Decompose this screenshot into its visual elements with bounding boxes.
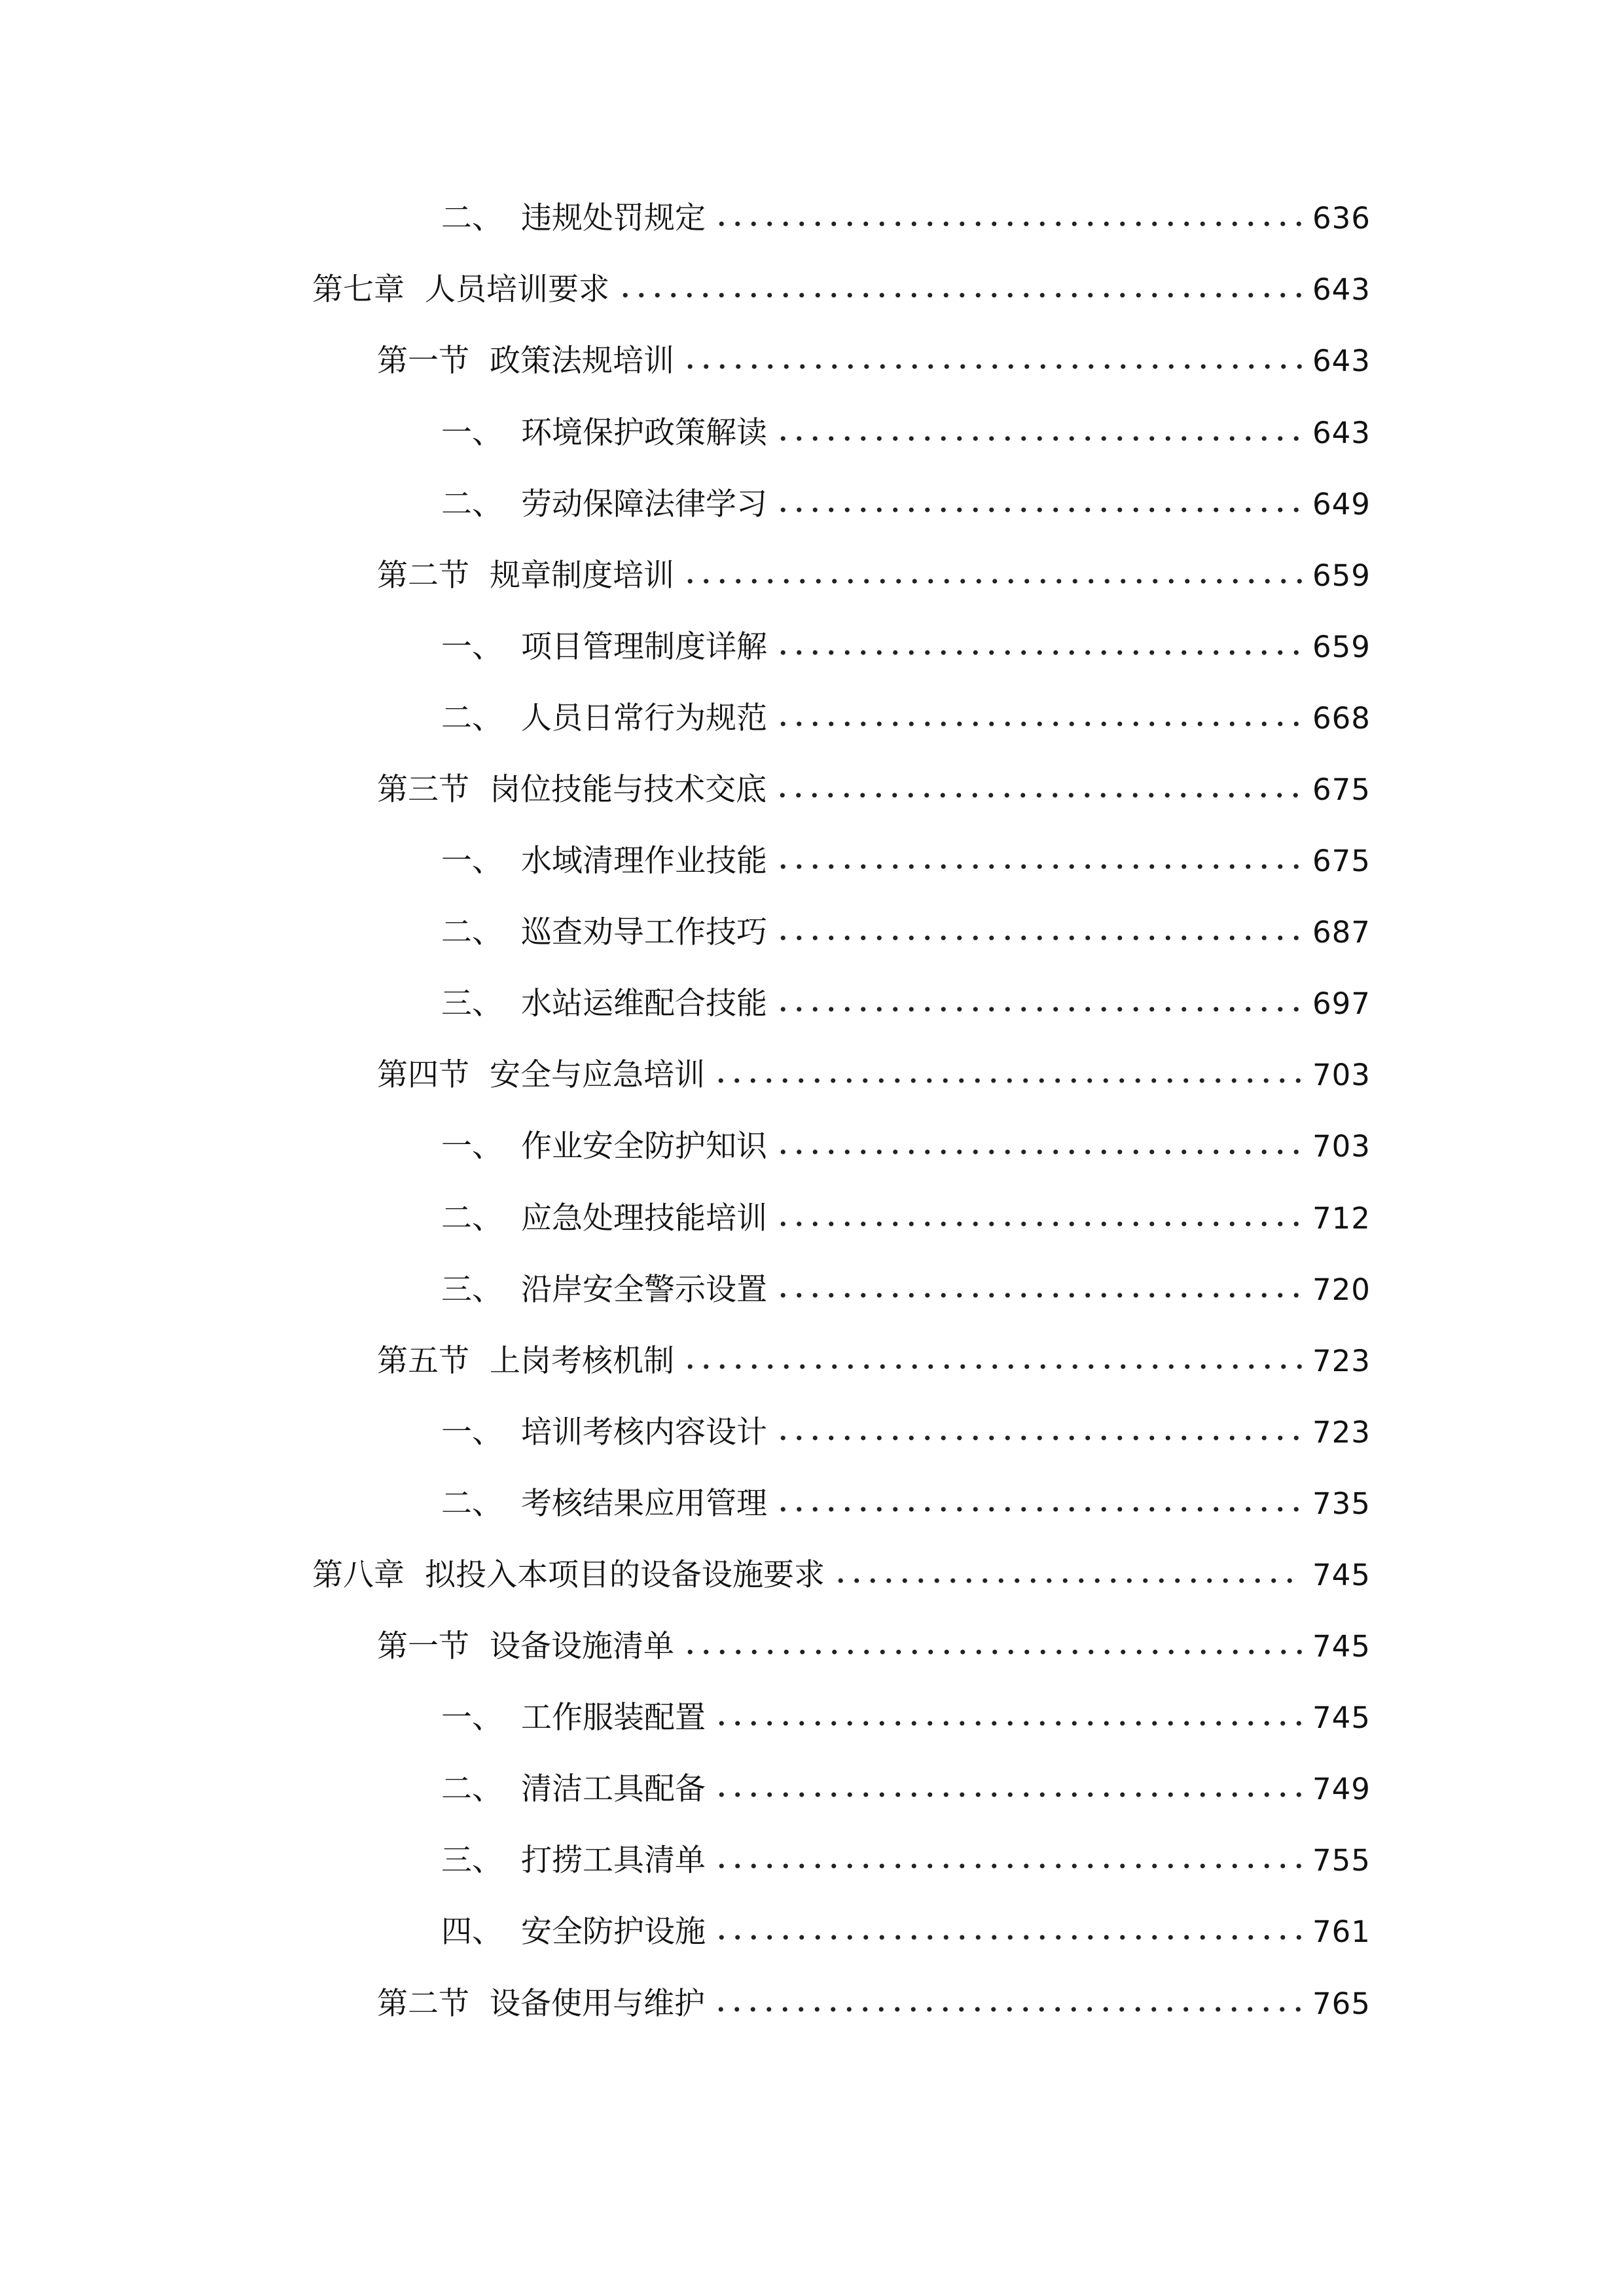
toc-entry-title: 设备设施清单 <box>490 1628 674 1664</box>
toc-entry-page: 755 <box>1312 1843 1371 1878</box>
dot-leader <box>775 906 1303 959</box>
dot-leader <box>775 407 1303 459</box>
toc-entry-title: 人员培训要求 <box>425 272 609 308</box>
dot-leader <box>713 1049 1303 1102</box>
toc-entry-number: 第二节 <box>377 1986 469 2022</box>
toc-entry[interactable] <box>441 835 1371 888</box>
toc-entry-number: 一、 <box>441 415 503 451</box>
toc-entry-number: 第五节 <box>377 1343 469 1379</box>
toc-entry-page: 659 <box>1312 558 1371 593</box>
dot-leader <box>682 1621 1303 1673</box>
toc-entry-number: 二、 <box>441 1200 503 1236</box>
toc-entry-title: 违规处罚规定 <box>521 200 706 236</box>
dot-leader <box>775 692 1303 745</box>
toc-entry-number: 第七章 <box>312 272 405 308</box>
toc-entry[interactable] <box>312 264 1371 316</box>
toc-entry-title: 安全防护设施 <box>521 1914 706 1950</box>
toc-entry-page: 745 <box>1312 1629 1371 1664</box>
toc-entry-page: 659 <box>1312 630 1371 664</box>
dot-leader <box>833 1549 1303 1602</box>
toc-entry-page: 687 <box>1312 915 1371 950</box>
dot-leader <box>682 335 1303 387</box>
toc-entry-title: 劳动保障法律学习 <box>521 486 767 522</box>
toc-entry-number: 一、 <box>441 629 503 665</box>
toc-entry-page: 643 <box>1312 272 1371 307</box>
toc-entry-title: 清洁工具配备 <box>521 1771 706 1807</box>
toc-entry-page: 749 <box>1312 1772 1371 1806</box>
dot-leader <box>713 1763 1303 1816</box>
toc-entry-number: 第四节 <box>377 1057 469 1093</box>
toc-entry-title: 水域清理作业技能 <box>521 843 767 879</box>
toc-entry-title: 设备使用与维护 <box>490 1986 705 2022</box>
toc-entry-page: 668 <box>1312 701 1371 736</box>
dot-leader <box>682 1335 1303 1388</box>
toc-entry-number: 二、 <box>441 486 503 522</box>
toc-entry-title: 安全与应急培训 <box>490 1057 705 1093</box>
toc-entry[interactable] <box>377 550 1371 602</box>
toc-entry-title: 作业安全防护知识 <box>521 1128 767 1164</box>
toc-entry-page: 712 <box>1312 1201 1371 1236</box>
toc-entry-page: 649 <box>1312 487 1371 522</box>
toc-entry-page: 720 <box>1312 1272 1371 1307</box>
dot-leader <box>713 1835 1303 1887</box>
dot-leader <box>775 478 1303 531</box>
toc-entry-page: 643 <box>1312 416 1371 450</box>
toc-entry[interactable] <box>441 906 1371 959</box>
toc-entry[interactable] <box>441 1692 1371 1744</box>
toc-entry-title: 考核结果应用管理 <box>521 1486 767 1522</box>
toc-entry-title: 打捞工具清单 <box>521 1842 706 1878</box>
toc-entry-number: 第一节 <box>377 1628 469 1664</box>
dot-leader <box>713 1692 1303 1744</box>
toc-entry-page: 675 <box>1312 772 1371 807</box>
toc-entry-number: 一、 <box>441 1128 503 1164</box>
toc-entry-title: 环境保护政策解读 <box>521 415 767 451</box>
toc-entry[interactable] <box>377 1049 1371 1102</box>
toc-entry-page: 703 <box>1312 1058 1371 1092</box>
toc-entry-number: 一、 <box>441 1700 503 1736</box>
toc-entry-number: 第八章 <box>312 1557 405 1593</box>
dot-leader <box>775 1193 1303 1245</box>
dot-leader <box>713 192 1303 245</box>
toc-entry-page: 697 <box>1312 986 1371 1021</box>
toc-entry-number: 第二节 <box>377 558 469 594</box>
toc-entry-number: 一、 <box>441 843 503 879</box>
dot-leader <box>774 764 1303 816</box>
toc-entry[interactable] <box>441 1121 1371 1173</box>
dot-leader <box>713 1906 1303 1958</box>
toc-entry-page: 765 <box>1312 1986 1371 2021</box>
toc-entry-title: 岗位技能与技术交底 <box>490 772 767 808</box>
toc-entry[interactable] <box>377 1621 1371 1673</box>
toc-entry-number: 二、 <box>441 700 503 736</box>
toc-entry-page: 636 <box>1312 201 1371 236</box>
toc-entry-title: 培训考核内容设计 <box>521 1414 767 1450</box>
toc-entry-page: 723 <box>1312 1415 1371 1450</box>
toc-entry-number: 二、 <box>441 914 503 950</box>
toc-entry[interactable] <box>377 1335 1371 1388</box>
toc-entry-number: 三、 <box>441 1842 503 1878</box>
toc-entry-number: 第三节 <box>377 772 469 808</box>
toc-entry[interactable] <box>312 1549 1371 1602</box>
toc-entry[interactable] <box>441 1835 1371 1887</box>
toc-entry[interactable] <box>441 1906 1371 1958</box>
toc-entry[interactable] <box>377 764 1371 816</box>
toc-entry[interactable] <box>441 978 1371 1030</box>
toc-entry-title: 沿岸安全警示设置 <box>521 1272 767 1308</box>
toc-entry[interactable] <box>441 407 1371 459</box>
toc-entry-page: 735 <box>1312 1486 1371 1521</box>
toc-entry-page: 643 <box>1312 344 1371 378</box>
toc-entry-number: 第一节 <box>377 343 469 379</box>
toc-entry[interactable] <box>441 1478 1371 1530</box>
dot-leader <box>775 621 1303 673</box>
dot-leader <box>775 1478 1303 1530</box>
toc-entry-title: 巡查劝导工作技巧 <box>521 914 767 950</box>
toc-entry[interactable] <box>441 621 1371 673</box>
toc-entry[interactable] <box>441 1193 1371 1245</box>
dot-leader <box>775 1407 1303 1459</box>
toc-entry[interactable] <box>441 478 1371 531</box>
toc-entry-title: 拟投入本项目的设备设施要求 <box>425 1557 825 1593</box>
toc-entry-title: 政策法规培训 <box>490 343 674 379</box>
toc-entry-title: 工作服装配置 <box>521 1700 706 1736</box>
toc-entry-page: 675 <box>1312 844 1371 878</box>
dot-leader <box>775 1121 1303 1173</box>
toc-entry-number: 三、 <box>441 1272 503 1308</box>
toc-entry-page: 703 <box>1312 1129 1371 1164</box>
toc-entry[interactable] <box>441 692 1371 745</box>
dot-leader <box>775 1264 1303 1316</box>
toc-entry-title: 人员日常行为规范 <box>521 700 767 736</box>
toc-entry-title: 规章制度培训 <box>490 558 674 594</box>
toc-entry[interactable] <box>441 1763 1371 1816</box>
toc-entry-number: 二、 <box>441 200 503 236</box>
toc-entry-page: 761 <box>1312 1914 1371 1949</box>
toc-entry[interactable] <box>441 1264 1371 1316</box>
dot-leader <box>617 264 1303 316</box>
dot-leader <box>775 835 1303 888</box>
toc-entry[interactable] <box>441 192 1371 245</box>
toc-entry-page: 745 <box>1312 1558 1371 1592</box>
toc-entry[interactable] <box>377 1978 1371 2030</box>
toc-entry-title: 上岗考核机制 <box>490 1343 674 1379</box>
toc-entry-number: 四、 <box>441 1914 503 1950</box>
toc-entry-number: 二、 <box>441 1486 503 1522</box>
toc-entry-number: 三、 <box>441 986 503 1022</box>
toc-entry[interactable] <box>377 335 1371 387</box>
toc-entry-page: 745 <box>1312 1700 1371 1735</box>
dot-leader <box>682 550 1303 602</box>
toc-entry-page: 723 <box>1312 1344 1371 1378</box>
toc-entry-number: 一、 <box>441 1414 503 1450</box>
toc-entry-number: 二、 <box>441 1771 503 1807</box>
dot-leader <box>713 1978 1303 2030</box>
toc-entry-title: 项目管理制度详解 <box>521 629 767 665</box>
toc-entry-title: 应急处理技能培训 <box>521 1200 767 1236</box>
dot-leader <box>775 978 1303 1030</box>
toc-entry-title: 水站运维配合技能 <box>521 986 767 1022</box>
toc-entry[interactable] <box>441 1407 1371 1459</box>
